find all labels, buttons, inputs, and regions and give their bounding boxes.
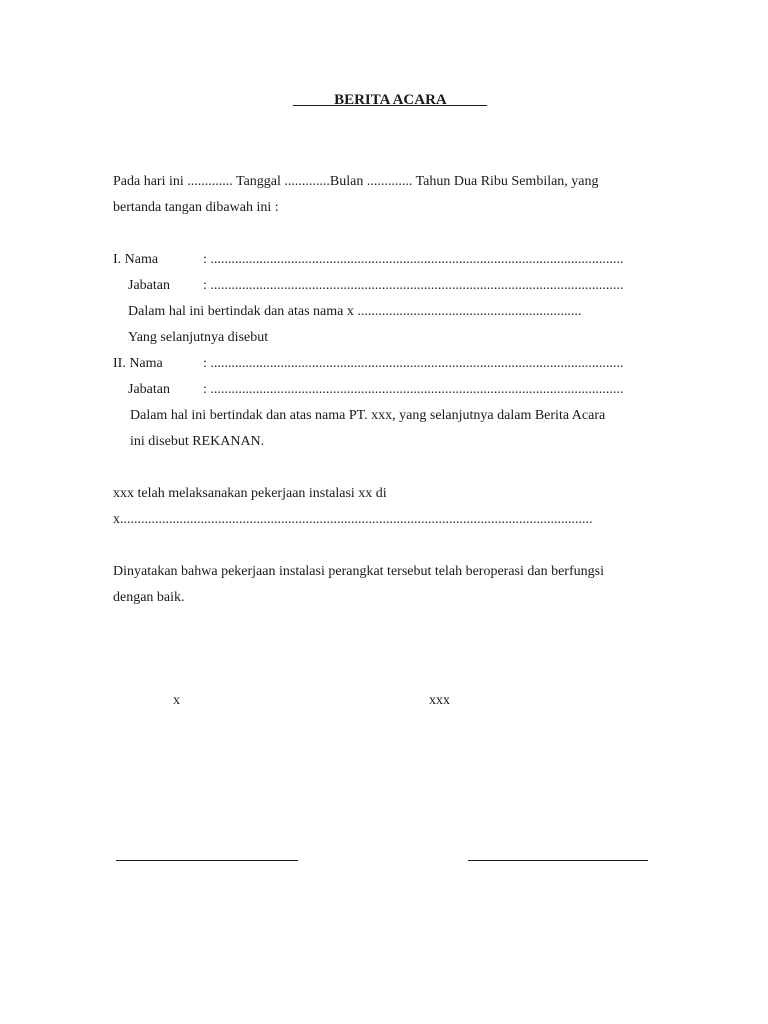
signatory-right-name: xxx — [429, 693, 450, 708]
party1-jabatan-value: : ...................................................................................................................... — [203, 278, 624, 293]
intro-line-2: bertanda tangan dibawah ini : — [113, 200, 279, 215]
party2-acting-line: Dalam hal ini bertindak dan atas nama PT. xxx, yang selanjutnya dalam Berita Acara — [130, 408, 606, 423]
signature-line-left — [116, 860, 298, 861]
work-line-2: x....................................................................................................................................... — [113, 512, 593, 527]
party1-referred-line: Yang selanjutnya disebut — [128, 330, 269, 345]
signature-line-right — [468, 860, 648, 861]
document-title: BERITA ACARA — [292, 92, 488, 108]
party1-nama-label: I. Nama — [113, 252, 159, 267]
party2-nama-label: II. Nama — [113, 356, 163, 371]
statement-line-2: dengan baik. — [113, 590, 185, 605]
work-line-1: xxx telah melaksanakan pekerjaan instalasi xx di — [113, 486, 387, 501]
intro-line-1: Pada hari ini ............. Tanggal .............Bulan ............. Tahun Dua Ribu Sembilan, yang — [113, 174, 599, 189]
party2-jabatan-label: Jabatan — [128, 382, 170, 397]
party2-referred-line: ini disebut REKANAN. — [130, 434, 265, 449]
party1-nama-value: : ...................................................................................................................... — [203, 252, 624, 267]
party1-acting-line: Dalam hal ini bertindak dan atas nama x ................................................................ — [128, 304, 582, 319]
party1-jabatan-label: Jabatan — [128, 278, 170, 293]
signatory-left-name: x — [173, 693, 180, 708]
party2-nama-value: : ...................................................................................................................... — [203, 356, 624, 371]
statement-line-1: Dinyatakan bahwa pekerjaan instalasi perangkat tersebut telah beroperasi dan berfungsi — [113, 564, 604, 579]
party2-jabatan-value: : ...................................................................................................................... — [203, 382, 624, 397]
